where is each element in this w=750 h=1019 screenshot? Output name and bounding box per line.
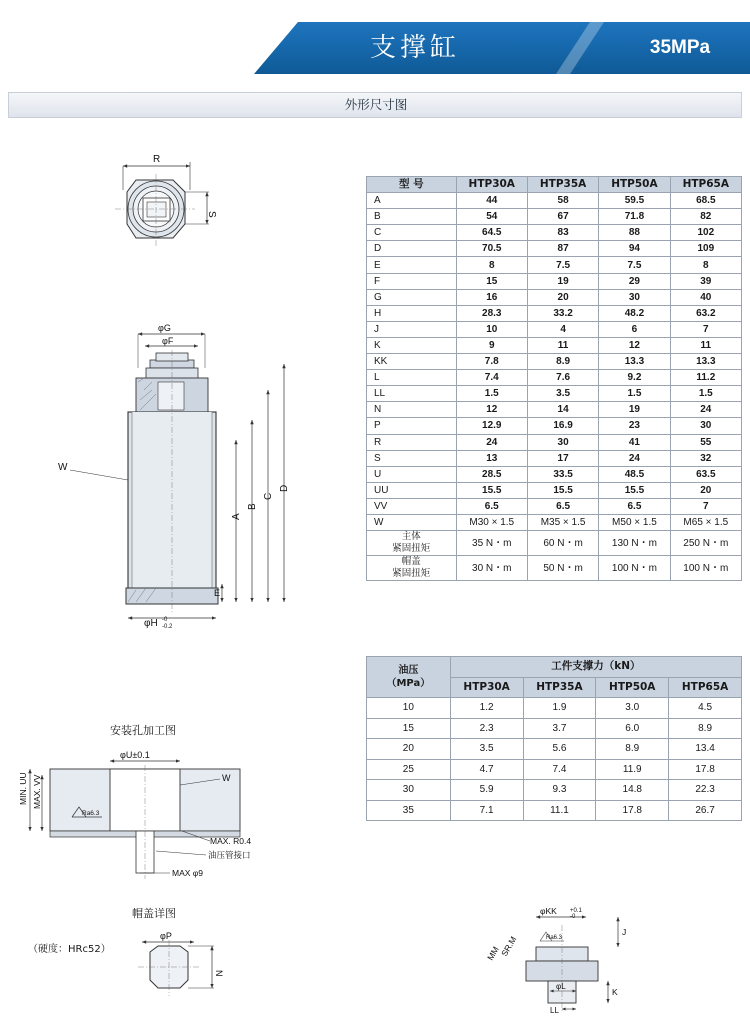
cell: 9.3 (523, 780, 596, 801)
table-row (367, 450, 742, 466)
cell: 11.9 (596, 759, 669, 780)
cell: 28.3 (456, 305, 527, 321)
table-row (367, 273, 742, 289)
row-label: L (367, 370, 457, 386)
table-row (367, 800, 742, 821)
cell: 4.7 (450, 759, 523, 780)
cell: 9 (456, 337, 527, 353)
table-row-torque-body (367, 531, 742, 556)
table-row (367, 418, 742, 434)
cell: 70.5 (456, 241, 527, 257)
svg-text:φF: φF (162, 336, 174, 346)
svg-text:E: E (214, 588, 221, 598)
table-row (367, 466, 742, 482)
cell: 20 (527, 289, 598, 305)
row-label: F (367, 273, 457, 289)
table-header-row-top (367, 657, 742, 678)
cell: 8.9 (527, 354, 598, 370)
cell: 63.5 (670, 466, 741, 482)
row-label: U (367, 466, 457, 482)
top-view-drawing (95, 148, 295, 258)
row-label-body-torque (367, 531, 457, 556)
cell: 24 (456, 434, 527, 450)
table-row (367, 386, 742, 402)
row-label-cap-torque (367, 556, 457, 581)
row-label: C (367, 225, 457, 241)
cell: 102 (670, 225, 741, 241)
svg-text:φG: φG (158, 323, 171, 333)
cell: 11 (670, 337, 741, 353)
cell: 12.9 (456, 418, 527, 434)
cell: 12 (456, 402, 527, 418)
table-row (367, 482, 742, 498)
cell: 88 (599, 225, 670, 241)
cell: 35 N・m (456, 531, 527, 556)
row-label: LL (367, 386, 457, 402)
cell: 2.3 (450, 718, 523, 739)
col-header-htp50a: HTP50A (599, 177, 670, 193)
table-row (367, 698, 742, 719)
cell: 39 (670, 273, 741, 289)
cell: 15.5 (527, 482, 598, 498)
svg-text:φU±0.1: φU±0.1 (120, 750, 150, 760)
col-header-model: 型 号 (367, 177, 457, 193)
cell: 94 (599, 241, 670, 257)
cell: 7.5 (599, 257, 670, 273)
col-header-support-force: 工件支撑力（kN） (450, 657, 741, 678)
table-row (367, 257, 742, 273)
row-label: 30 (367, 780, 451, 801)
cell: 9.2 (599, 370, 670, 386)
row-label: B (367, 209, 457, 225)
row-label: S (367, 450, 457, 466)
svg-text:C: C (263, 492, 274, 500)
cell: 19 (527, 273, 598, 289)
cell: 63.2 (670, 305, 741, 321)
table-row (367, 354, 742, 370)
header-left-blank (0, 22, 268, 74)
svg-text:MAX. VV: MAX. VV (32, 774, 42, 809)
cell: 68.5 (670, 193, 741, 209)
cell: 11.1 (523, 800, 596, 821)
cell: 4.5 (669, 698, 742, 719)
col-header-htp65a: HTP65A (670, 177, 741, 193)
svg-text:D: D (279, 484, 290, 492)
mount-hole-title: 安装孔加工图 (110, 724, 176, 737)
cell: 7.6 (527, 370, 598, 386)
svg-text:-0: -0 (162, 617, 168, 623)
cell: 14.8 (596, 780, 669, 801)
label-line2: 紧固扭矩 (392, 543, 431, 555)
table-row (367, 498, 742, 514)
col-header-htp30a: HTP30A (456, 177, 527, 193)
svg-text:A: A (231, 513, 242, 520)
row-label: 20 (367, 739, 451, 760)
label-line2: 紧固扭矩 (392, 568, 431, 580)
table-header-row (367, 177, 742, 193)
cap-hardness-note: （硬度：HRc52） (28, 944, 111, 955)
pressure-label-line2: （MPa） (386, 678, 431, 689)
cell: 8 (456, 257, 527, 273)
cell: 100 N・m (599, 556, 670, 581)
svg-text:+0.1: +0.1 (570, 908, 582, 914)
svg-text:S: S (206, 211, 217, 218)
cell: 13.4 (669, 739, 742, 760)
table-row (367, 718, 742, 739)
cell: 15.5 (456, 482, 527, 498)
section-title: 外形尺寸图 (344, 97, 408, 112)
svg-text:N: N (214, 970, 224, 977)
cell: 3.5 (450, 739, 523, 760)
row-label: 25 (367, 759, 451, 780)
pressure-label-line1: 油压 (398, 665, 419, 676)
table-row (367, 209, 742, 225)
row-label: KK (367, 354, 457, 370)
row-label: 10 (367, 698, 451, 719)
table-row (367, 337, 742, 353)
svg-text:LL: LL (550, 1006, 559, 1015)
page-title: 支撑缸 (369, 33, 460, 63)
cell: 60 N・m (527, 531, 598, 556)
svg-text:Ra6.3: Ra6.3 (546, 935, 563, 941)
row-label: A (367, 193, 457, 209)
main-section-drawing (40, 320, 340, 630)
cell: 6.0 (596, 718, 669, 739)
table-row (367, 514, 742, 530)
cell: 6.5 (527, 498, 598, 514)
cell: 24 (670, 402, 741, 418)
cell: 130 N・m (599, 531, 670, 556)
cell: 5.6 (523, 739, 596, 760)
cell: 17.8 (669, 759, 742, 780)
cell: 17.8 (596, 800, 669, 821)
table-row (367, 434, 742, 450)
label-line1: 帽盖 (401, 556, 421, 568)
cell: 58 (527, 193, 598, 209)
cap-detail-drawing (120, 922, 270, 1012)
cell: 48.5 (599, 466, 670, 482)
cell: 82 (670, 209, 741, 225)
cell: 3.7 (523, 718, 596, 739)
cell: 1.5 (456, 386, 527, 402)
cell: 30 N・m (456, 556, 527, 581)
cell: 15.5 (599, 482, 670, 498)
svg-text:MAX. R0.4: MAX. R0.4 (210, 836, 252, 846)
cell: M30 × 1.5 (456, 514, 527, 530)
row-label: N (367, 402, 457, 418)
row-label: R (367, 434, 457, 450)
cell: 30 (670, 418, 741, 434)
svg-text:MM: MM (485, 944, 501, 962)
cell: 8.9 (596, 739, 669, 760)
cell: 6.5 (456, 498, 527, 514)
svg-text:-0: -0 (570, 914, 576, 920)
cell: 48.2 (599, 305, 670, 321)
svg-text:-0.2: -0.2 (162, 624, 173, 630)
cell: 14 (527, 402, 598, 418)
cell: 6 (599, 321, 670, 337)
svg-text:Ra6.3: Ra6.3 (82, 810, 100, 817)
cell: 7.4 (523, 759, 596, 780)
cell: 33.2 (527, 305, 598, 321)
cell: 1.2 (450, 698, 523, 719)
svg-text:φKK: φKK (540, 906, 557, 916)
table-row (367, 225, 742, 241)
cell: 22.3 (669, 780, 742, 801)
cell: 15 (456, 273, 527, 289)
cell: 16.9 (527, 418, 598, 434)
svg-text:φP: φP (160, 931, 172, 941)
cell: 7 (670, 498, 741, 514)
svg-text:φL: φL (556, 982, 566, 991)
cell: 13 (456, 450, 527, 466)
cell: M35 × 1.5 (527, 514, 598, 530)
cell: 11.2 (670, 370, 741, 386)
cell: 67 (527, 209, 598, 225)
cell: 28.5 (456, 466, 527, 482)
svg-text:W: W (222, 773, 231, 783)
row-label: 15 (367, 718, 451, 739)
svg-text:K: K (612, 987, 618, 997)
cell: 6.5 (599, 498, 670, 514)
cell: 10 (456, 321, 527, 337)
col-header-htp50a: HTP50A (596, 677, 669, 698)
cell: 7.8 (456, 354, 527, 370)
cell: 64.5 (456, 225, 527, 241)
table-row (367, 370, 742, 386)
page-header (0, 22, 750, 74)
cell: 24 (599, 450, 670, 466)
cell: 7.1 (450, 800, 523, 821)
cell: 16 (456, 289, 527, 305)
cell: 71.8 (599, 209, 670, 225)
cell: 44 (456, 193, 527, 209)
col-header-htp65a: HTP65A (669, 677, 742, 698)
cell: 40 (670, 289, 741, 305)
svg-text:SR.M: SR.M (499, 934, 519, 958)
col-header-htp35a: HTP35A (523, 677, 596, 698)
cell: 250 N・m (670, 531, 741, 556)
cell: 26.7 (669, 800, 742, 821)
cell: M65 × 1.5 (670, 514, 741, 530)
svg-text:W: W (58, 462, 68, 473)
cell: 7.5 (527, 257, 598, 273)
row-label: W (367, 514, 457, 530)
cell: 59.5 (599, 193, 670, 209)
table-row (367, 759, 742, 780)
mount-hole-drawing (10, 745, 350, 885)
table-row (367, 241, 742, 257)
cell: 30 (527, 434, 598, 450)
cell: 50 N・m (527, 556, 598, 581)
cell: 33.5 (527, 466, 598, 482)
row-label: 35 (367, 800, 451, 821)
cell: 1.9 (523, 698, 596, 719)
table-row (367, 289, 742, 305)
cell: 13.3 (599, 354, 670, 370)
cell: 8 (670, 257, 741, 273)
row-label: H (367, 305, 457, 321)
table-row (367, 305, 742, 321)
pressure-rating: 35MPa (649, 37, 711, 58)
row-label: J (367, 321, 457, 337)
cell: 13.3 (670, 354, 741, 370)
cell: M50 × 1.5 (599, 514, 670, 530)
col-header-htp35a: HTP35A (527, 177, 598, 193)
support-force-table (366, 656, 742, 821)
svg-text:MAX φ9: MAX φ9 (172, 868, 204, 878)
cell: 30 (599, 289, 670, 305)
cell: 29 (599, 273, 670, 289)
cell: 41 (599, 434, 670, 450)
row-label: VV (367, 498, 457, 514)
dimension-table (366, 176, 742, 581)
cell: 5.9 (450, 780, 523, 801)
cell: 19 (599, 402, 670, 418)
row-label: E (367, 257, 457, 273)
cell: 4 (527, 321, 598, 337)
cell: 20 (670, 482, 741, 498)
cell: 1.5 (670, 386, 741, 402)
svg-text:φH: φH (144, 618, 158, 629)
table-row (367, 780, 742, 801)
cell: 87 (527, 241, 598, 257)
row-label: G (367, 289, 457, 305)
cell: 54 (456, 209, 527, 225)
row-label: UU (367, 482, 457, 498)
svg-text:B: B (247, 503, 258, 510)
col-header-pressure (367, 657, 451, 698)
svg-text:J: J (622, 927, 627, 937)
cell: 23 (599, 418, 670, 434)
cell: 32 (670, 450, 741, 466)
cell: 83 (527, 225, 598, 241)
cell: 3.0 (596, 698, 669, 719)
svg-text:MIN. UU: MIN. UU (18, 772, 28, 805)
cell: 12 (599, 337, 670, 353)
row-label: P (367, 418, 457, 434)
table-row (367, 402, 742, 418)
svg-text:R: R (153, 154, 161, 165)
cap-detail-title: 帽盖详图 (132, 907, 176, 920)
bolt-detail-drawing (440, 895, 720, 1015)
cell: 11 (527, 337, 598, 353)
cell: 109 (670, 241, 741, 257)
table-row (367, 193, 742, 209)
cell: 1.5 (599, 386, 670, 402)
row-label: D (367, 241, 457, 257)
table-row (367, 321, 742, 337)
cell: 7.4 (456, 370, 527, 386)
cell: 3.5 (527, 386, 598, 402)
table-row (367, 739, 742, 760)
row-label: K (367, 337, 457, 353)
cell: 7 (670, 321, 741, 337)
cell: 55 (670, 434, 741, 450)
cell: 100 N・m (670, 556, 741, 581)
svg-text:油压管接口: 油压管接口 (208, 851, 251, 861)
col-header-htp30a: HTP30A (450, 677, 523, 698)
section-bar (8, 92, 742, 118)
label-line1: 主体 (401, 531, 421, 543)
cell: 8.9 (669, 718, 742, 739)
cell: 17 (527, 450, 598, 466)
table-row-torque-cap (367, 556, 742, 581)
